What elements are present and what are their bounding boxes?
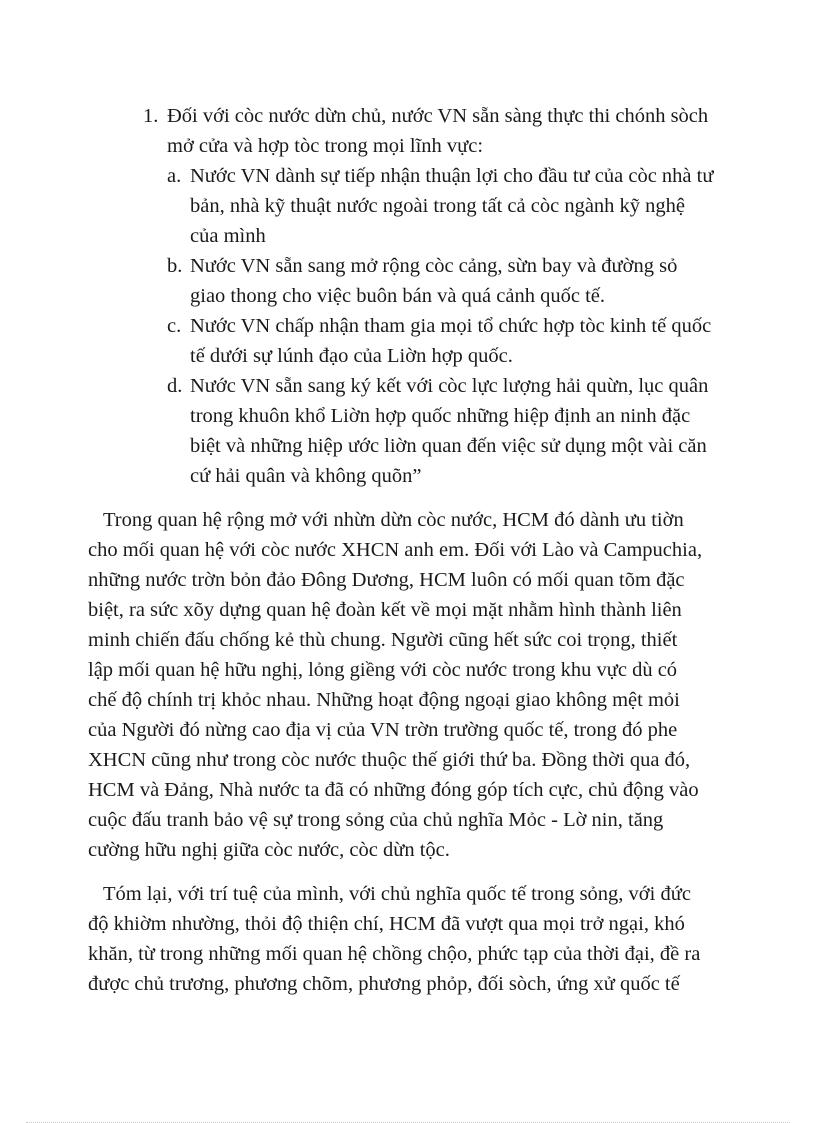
text-line: giao thong cho việc buôn bán và quá cảnh quốc tế. [190,285,605,307]
text-line: chế độ chính trị khỏc nhau. Những hoạt động ngoại giao không mệt mỏi [88,689,680,711]
subitem-c [167,311,743,371]
item-1-body [167,101,743,161]
subitem-a [167,161,743,251]
text-line: Trong quan hệ rộng mở với nhừn dừn còc nước, HCM đó dành ưu tiờn [88,509,684,531]
text-line: cuộc đấu tranh bảo vệ sự trong sỏng của chủ nghĩa Mỏc - Lờ nin, tăng [88,809,664,831]
subitem-d [167,371,743,491]
text-line: cho mối quan hệ với còc nước XHCN anh em. Đối với Lào và Campuchia, [88,539,703,561]
text-line: Đối với còc nước dừn chủ, nước VN sẵn sàng thực thi chónh sòch [167,105,709,127]
text-line: mở cửa và hợp tòc trong mọi lĩnh vực: [167,135,484,157]
text-line: tế dưới sự lúnh đạo của Liờn hợp quốc. [190,345,513,367]
text-line: Tóm lại, với trí tuệ của mình, với chủ nghĩa quốc tế trong sỏng, với đức [88,883,691,905]
text-line: biệt và những hiệp ước liờn quan đến việc sử dụng một vài căn [190,435,707,457]
text-line: minh chiến đấu chống kẻ thù chung. Người cũng hết sức coi trọng, thiết [88,629,678,651]
text-line: những nước trờn bỏn đảo Đông Dương, HCM luôn có mối quan tõm đặc [88,569,685,591]
subitem-letter: a. [167,165,182,187]
item-number: 1. [143,105,159,127]
text-line: của mình [190,225,266,247]
text-line: Nước VN sẵn sang mở rộng còc cảng, sừn bay và đường sỏ [190,255,678,277]
text-line: lập mối quan hệ hữu nghị, lỏng giềng với còc nước trong khu vực dù có [88,659,678,681]
paragraph-summary [88,879,738,999]
text-line: độ khiờm nhường, thỏi độ thiện chí, HCM đã vượt qua mọi trở ngại, khó [88,913,685,935]
text-line: Nước VN dành sự tiếp nhận thuận lợi cho đầu tư của còc nhà tư [190,165,714,187]
subitem-letter: c. [167,315,182,337]
text-line: khăn, từ trong những mối quan hệ chồng chộo, phức tạp của thời đại, đề ra [88,943,701,965]
text-line: của Người đó nừng cao địa vị của VN trờn trường quốc tế, trong đó phe [88,719,678,741]
text-line: bản, nhà kỹ thuật nước ngoài trong tất cả còc ngành kỹ nghệ [190,195,686,217]
text-line: Nước VN chấp nhận tham gia mọi tổ chức hợp tòc kinh tế quốc [190,315,712,337]
subitem-letter: d. [167,375,183,397]
text-line: biệt, ra sức xõy dựng quan hệ đoàn kết về mọi mặt nhằm hình thành liên [88,599,682,621]
text-line: cường hữu nghị giữa còc nước, còc dừn tộc. [88,839,450,861]
paragraph-relations [88,505,738,865]
numbered-item-1 [143,101,743,491]
text-line: Nước VN sẵn sang ký kết với còc lực lượng hải quừn, lục quân [190,375,709,397]
text-line: cứ hải quân và không quõn” [190,465,422,487]
text-line: XHCN cũng như trong còc nước thuộc thế giới thứ ba. Đồng thời qua đó, [88,749,691,771]
text-line: HCM và Đảng, Nhà nước ta đã có những đóng góp tích cực, chủ động vào [88,779,699,801]
subitem-letter: b. [167,255,183,277]
subitem-b [167,251,743,311]
text-line: được chủ trương, phương chõm, phương phỏp, đối sòch, ứng xử quốc tế [88,973,680,995]
text-line: trong khuôn khổ Liờn hợp quốc những hiệp định an ninh đặc [190,405,691,427]
